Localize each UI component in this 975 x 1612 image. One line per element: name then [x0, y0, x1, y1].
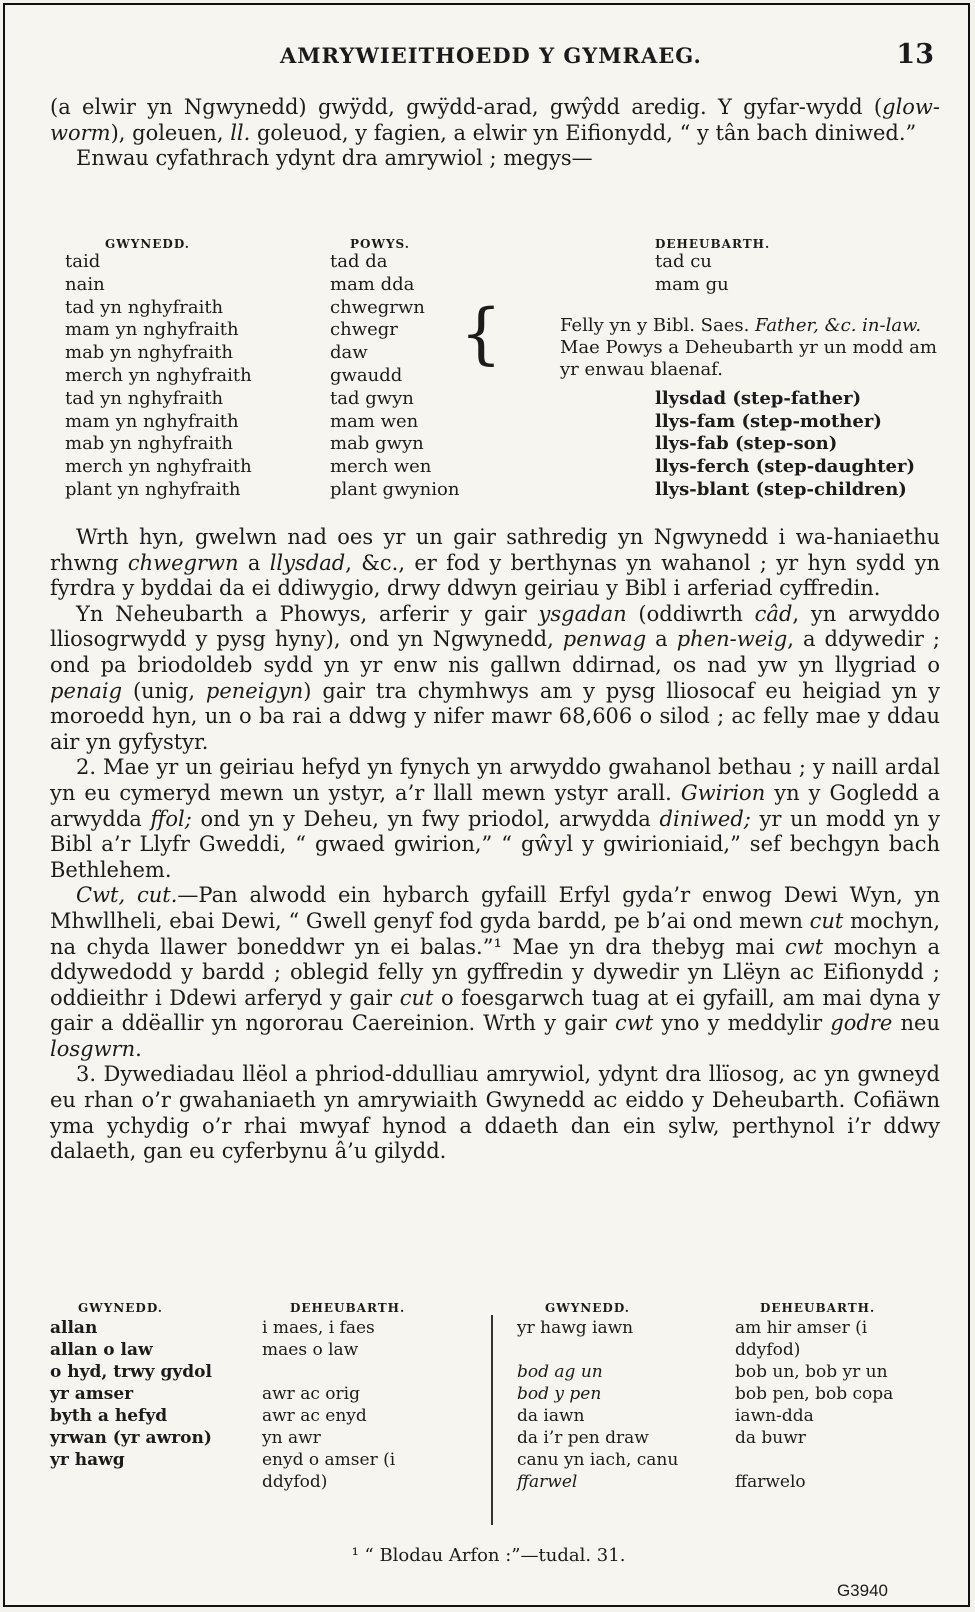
- column-divider: [491, 1315, 493, 1525]
- running-title: AMRYWIEITHOEDD Y GYMRAEG.: [280, 43, 702, 68]
- page-number: 13: [896, 39, 934, 70]
- phrases-header-deheubarth-left: DEHEUBARTH.: [290, 1301, 406, 1315]
- page: [3, 3, 970, 1607]
- kinship-cell: tad cu: [655, 251, 712, 272]
- kinship-cell: tad gwyn: [330, 387, 414, 409]
- phrase-cell: yr hawg: [50, 1450, 125, 1470]
- kinship-cell: tad da: [330, 251, 388, 272]
- phrase-cell: byth a hefyd: [50, 1406, 168, 1426]
- kinship-cell: nain: [65, 273, 105, 295]
- phrase-cell: ddyfod): [735, 1340, 801, 1360]
- kinship-header-deheubarth: DEHEUBARTH.: [655, 237, 771, 251]
- kinship-cell: mam gu: [655, 273, 729, 295]
- phrase-cell: bod y pen: [517, 1384, 602, 1404]
- main-text: [50, 525, 940, 1165]
- kinship-cell: mab yn nghyfraith: [65, 342, 233, 364]
- kinship-cell: mab yn nghyfraith: [65, 433, 233, 455]
- phrases-header-gwynedd-left: GWYNEDD.: [78, 1301, 163, 1315]
- phrase-cell: allan o law: [50, 1340, 153, 1360]
- phrase-cell: ddyfod): [262, 1472, 328, 1492]
- phrase-cell: bod ag un: [517, 1362, 603, 1382]
- paragraph-1: Wrth hyn, gwelwn nad oes yr un gair sathredig yn Ngwynedd i wa-haniaethu rhwng chwegrwn a llysdad, &c., er fod y berthynas yn wahanol ; yr hyn sydd yn fyrdra y byddai da ei ddiwygio, drwy ddwyn geiriau y Bibl i arferiad cyffredin.: [50, 525, 940, 601]
- kinship-cell: taid: [65, 251, 101, 272]
- kinship-cell: merch wen: [330, 456, 432, 478]
- phrase-cell: maes o law: [262, 1340, 359, 1360]
- phrase-cell: iawn-dda: [735, 1406, 814, 1426]
- paragraph-5: 3. Dywediadau llëol a phriod-ddulliau amrywiol, ydynt dra llïosog, ac yn gwneyd eu rhan o’r gwahaniaeth yn amrywiaith Gwynedd ac eiddo y Deheubarth. Cofiäwn yma ychydig o’r rhai mwyaf hynod a ddaeth dan ein sylw, perthynol i’r ddwy dalaeth, gan eu cyferbynu â’u gilydd.: [50, 1062, 940, 1164]
- kinship-cell: daw: [330, 342, 368, 364]
- footnote: ¹ “ Blodau Arfon :”—tudal. 31.: [351, 1545, 626, 1566]
- kinship-cell: gwaudd: [330, 365, 403, 386]
- phrase-cell: awr ac enyd: [262, 1406, 367, 1426]
- phrases-header-gwynedd-right: GWYNEDD.: [545, 1301, 630, 1315]
- kinship-note: Felly yn y Bibl. Saes. Father, &c. in-law. Mae Powys a Deheubarth yr un modd am yr enwau blaenaf.: [560, 315, 937, 380]
- kinship-cell: llys-fam (step-mother): [655, 410, 882, 432]
- kinship-cell: mab gwyn: [330, 433, 424, 455]
- phrase-cell: ffarwelo: [735, 1472, 806, 1492]
- kinship-intro: Enwau cyfathrach ydynt dra amrywiol ; megys—: [76, 146, 593, 171]
- catalog-code: G3940: [836, 1581, 888, 1600]
- brace: {: [460, 295, 502, 372]
- phrase-cell: canu yn iach, canu: [517, 1450, 679, 1470]
- kinship-cell: llys-fab (step-son): [655, 433, 838, 455]
- phrase-cell: yn awr: [262, 1428, 321, 1448]
- paragraph-4: Cwt, cut.—Pan alwodd ein hybarch gyfaill Erfyl gyda’r enwog Dewi Wyn, yn Mhwllheli, ebai Dewi, “ Gwell genyf fod gyda bardd, pe b’ai ond mewn cut mochyn, na chyda llawer boneddwr yn ei balas.”¹ Mae yn dra thebyg mai cwt mochyn a ddywedodd y bardd ; oblegid felly yn gyffredin y dywedir yn Llëyn ac Eifionydd ; oddieithr i Ddewi arferyd y gair cut o foesgarwch tuag at ei gyfaill, am mai dyna y gair a ddëallir yn ngororau Caereinion. Wrth y gair cwt yno y meddylir godre neu losgwrn.: [50, 883, 941, 1061]
- phrase-cell: enyd o amser (i: [262, 1450, 396, 1470]
- intro-text: [50, 95, 940, 172]
- kinship-header-gwynedd: GWYNEDD.: [105, 237, 190, 251]
- kinship-cell: merch yn nghyfraith: [65, 456, 252, 478]
- phrase-cell: i maes, i faes: [262, 1318, 375, 1338]
- phrase-cell: allan: [50, 1318, 98, 1338]
- phrases-header-deheubarth-right: DEHEUBARTH.: [760, 1301, 876, 1315]
- phrase-cell: o hyd, trwy gydol: [50, 1362, 212, 1382]
- paragraph-2: Yn Neheubarth a Phowys, arferir y gair ysgadan (oddiwrth câd, yn arwyddo lliosogrwydd y pysg hyny), ond yn Ngwynedd, penwag a phen-weig, a ddywedir ; ond pa briodoldeb sydd yn yr enw nis gallwn ddirnad, os nad yw yn llygriad o penaig (unig, peneigyn) gair tra chymhwys am y pysg lliosocaf eu heigiad yn y moroedd hyn, un o ba rai a ddwg y nifer mawr 68,606 o silod ; ac felly mae y ddau air yn gyfystyr.: [50, 601, 940, 754]
- phrase-cell: da buwr: [735, 1428, 806, 1448]
- kinship-cell: plant gwynion: [330, 479, 460, 500]
- kinship-cell: mam yn nghyfraith: [65, 410, 239, 432]
- kinship-cell: tad yn nghyfraith: [65, 387, 224, 409]
- kinship-cell: tad yn nghyfraith: [65, 296, 224, 318]
- kinship-cell: llys-ferch (step-daughter): [655, 456, 915, 478]
- kinship-cell: chwegrwn: [330, 296, 425, 318]
- kinship-cell: mam yn nghyfraith: [65, 319, 239, 341]
- phrase-cell: yrwan (yr awron): [50, 1428, 212, 1448]
- kinship-cell: chwegr: [330, 319, 398, 341]
- phrase-cell: ffarwel: [517, 1472, 578, 1492]
- kinship-header-powys: POWYS.: [350, 237, 410, 251]
- kinship-cell: merch yn nghyfraith: [65, 365, 252, 386]
- phrase-cell: da i’r pen draw: [517, 1428, 649, 1448]
- phrase-cell: yr amser: [50, 1384, 134, 1404]
- phrase-cell: bob un, bob yr un: [735, 1362, 888, 1382]
- phrase-cell: am hir amser (i: [735, 1318, 868, 1338]
- kinship-cell: mam dda: [330, 273, 415, 295]
- phrase-cell: yr hawg iawn: [517, 1318, 634, 1338]
- phrase-cell: awr ac orig: [262, 1384, 360, 1404]
- intro-paragraph: (a elwir yn Ngwynedd) gwÿdd, gwÿdd-arad, gwŷdd aredig. Y gyfar-wydd (glow-worm), goleuen, ll. goleuod, y fagien, a elwir yn Eifionydd, “ y tân bach diniwed.”: [50, 95, 940, 145]
- kinship-cell: plant yn nghyfraith: [65, 479, 241, 500]
- kinship-cell: llys-blant (step-children): [655, 479, 907, 500]
- phrase-cell: bob pen, bob copa: [735, 1384, 894, 1404]
- paragraph-3: 2. Mae yr un geiriau hefyd yn fynych yn arwyddo gwahanol bethau ; y naill ardal yn eu cymeryd mewn un ystyr, a’r llall mewn ystyr arall. Gwirion yn y Gogledd a arwydda ffol; ond yn y Deheu, yn fwy priodol, arwydda diniwed; yr un modd yn y Bibl a’r Llyfr Gweddi, “ gwaed gwirion,” “ gŵyl y gwirioniaid,” sef bechgyn bach Bethlehem.: [50, 755, 940, 882]
- phrase-cell: da iawn: [517, 1406, 585, 1426]
- kinship-cell: llysdad (step-father): [655, 387, 862, 409]
- kinship-cell: mam wen: [330, 410, 419, 432]
